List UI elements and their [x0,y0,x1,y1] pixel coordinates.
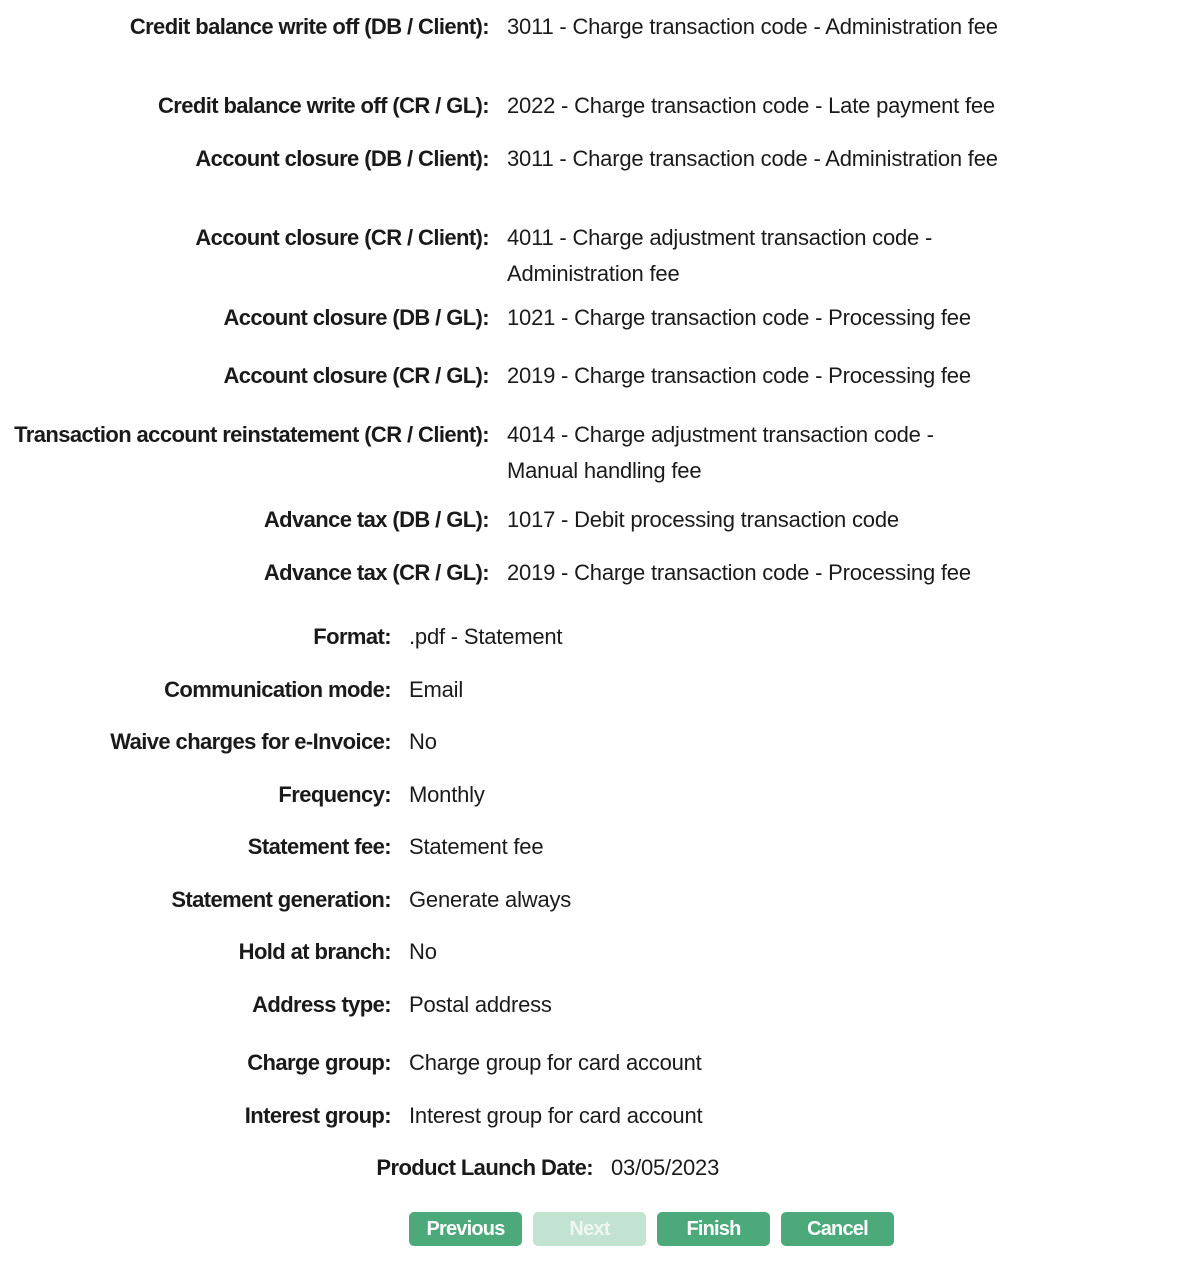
wizard-buttons [409,1212,905,1246]
field-value: 2022 - Charge transaction code - Late payment fee [507,93,995,118]
field-label: Account closure (DB / GL): [223,305,489,330]
field-label: Statement fee: [247,834,391,859]
field-label: Advance tax (CR / GL): [263,560,489,585]
field-row [0,1098,1009,1134]
field-label: Transaction account reinstatement (CR / Client): [14,422,489,447]
launch-date-label: Product Launch Date: [376,1155,593,1180]
field-row [0,9,1007,45]
field-label: Format: [313,624,391,649]
field-label: Address type: [252,992,391,1017]
field-label: Communication mode: [164,677,391,702]
field-value: Charge group for card account [409,1050,702,1075]
field-row [0,141,1007,177]
field-value: 1021 - Charge transaction code - Processing fee [507,305,971,330]
field-value: No [409,729,437,754]
field-value: Interest group for card account [409,1103,703,1128]
field-value: Generate always [409,887,572,912]
field-label: Interest group: [244,1103,391,1128]
field-value: Monthly [409,782,485,807]
field-row [0,724,1009,760]
launch-date-value: 03/05/2023 [611,1155,720,1180]
field-label: Frequency: [278,782,391,807]
field-value: 3011 - Charge transaction code - Administration fee [507,146,998,171]
field-label: Account closure (CR / Client): [195,225,489,250]
field-label: Credit balance write off (DB / Client): [129,14,489,39]
field-label: Statement generation: [171,887,391,912]
finish-button[interactable]: Finish [657,1212,770,1246]
field-value: 2019 - Charge transaction code - Processing fee [507,363,971,388]
field-row [0,417,1007,489]
field-label: Account closure (CR / GL): [223,363,489,388]
field-value: 2019 - Charge transaction code - Processing fee [507,560,971,585]
field-label: Charge group: [247,1050,391,1075]
field-row [0,934,1009,970]
field-row [0,882,1009,918]
field-row [0,987,1009,1023]
previous-button[interactable]: Previous [409,1212,522,1246]
field-row [0,220,1007,292]
field-value: 4011 - Charge adjustment transaction code - Administration fee [507,225,933,286]
field-row [0,502,1007,538]
field-value: Email [409,677,464,702]
field-row [0,619,1009,655]
field-label: Account closure (DB / Client): [195,146,489,171]
field-label: Advance tax (DB / GL): [263,507,489,532]
launch-date-row [0,1150,911,1186]
field-row [0,777,1009,813]
field-value: 1017 - Debit processing transaction code [507,507,899,532]
field-row [0,672,1009,708]
field-row [0,555,1007,591]
field-value: 3011 - Charge transaction code - Administration fee [507,14,998,39]
field-label: Hold at branch: [238,939,391,964]
field-label: Waive charges for e-Invoice: [110,729,391,754]
field-row [0,88,1047,124]
field-row [0,1045,1009,1081]
field-value: Statement fee [409,834,544,859]
field-value: 4014 - Charge adjustment transaction code - Manual handling fee [507,422,934,483]
next-button[interactable]: Next [533,1212,646,1246]
field-row [0,358,1007,394]
field-row [0,300,1007,336]
field-row [0,829,1009,865]
field-label: Credit balance write off (CR / GL): [157,93,489,118]
field-value: Postal address [409,992,552,1017]
field-value: .pdf - Statement [409,624,563,649]
cancel-button[interactable]: Cancel [781,1212,894,1246]
field-value: No [409,939,437,964]
